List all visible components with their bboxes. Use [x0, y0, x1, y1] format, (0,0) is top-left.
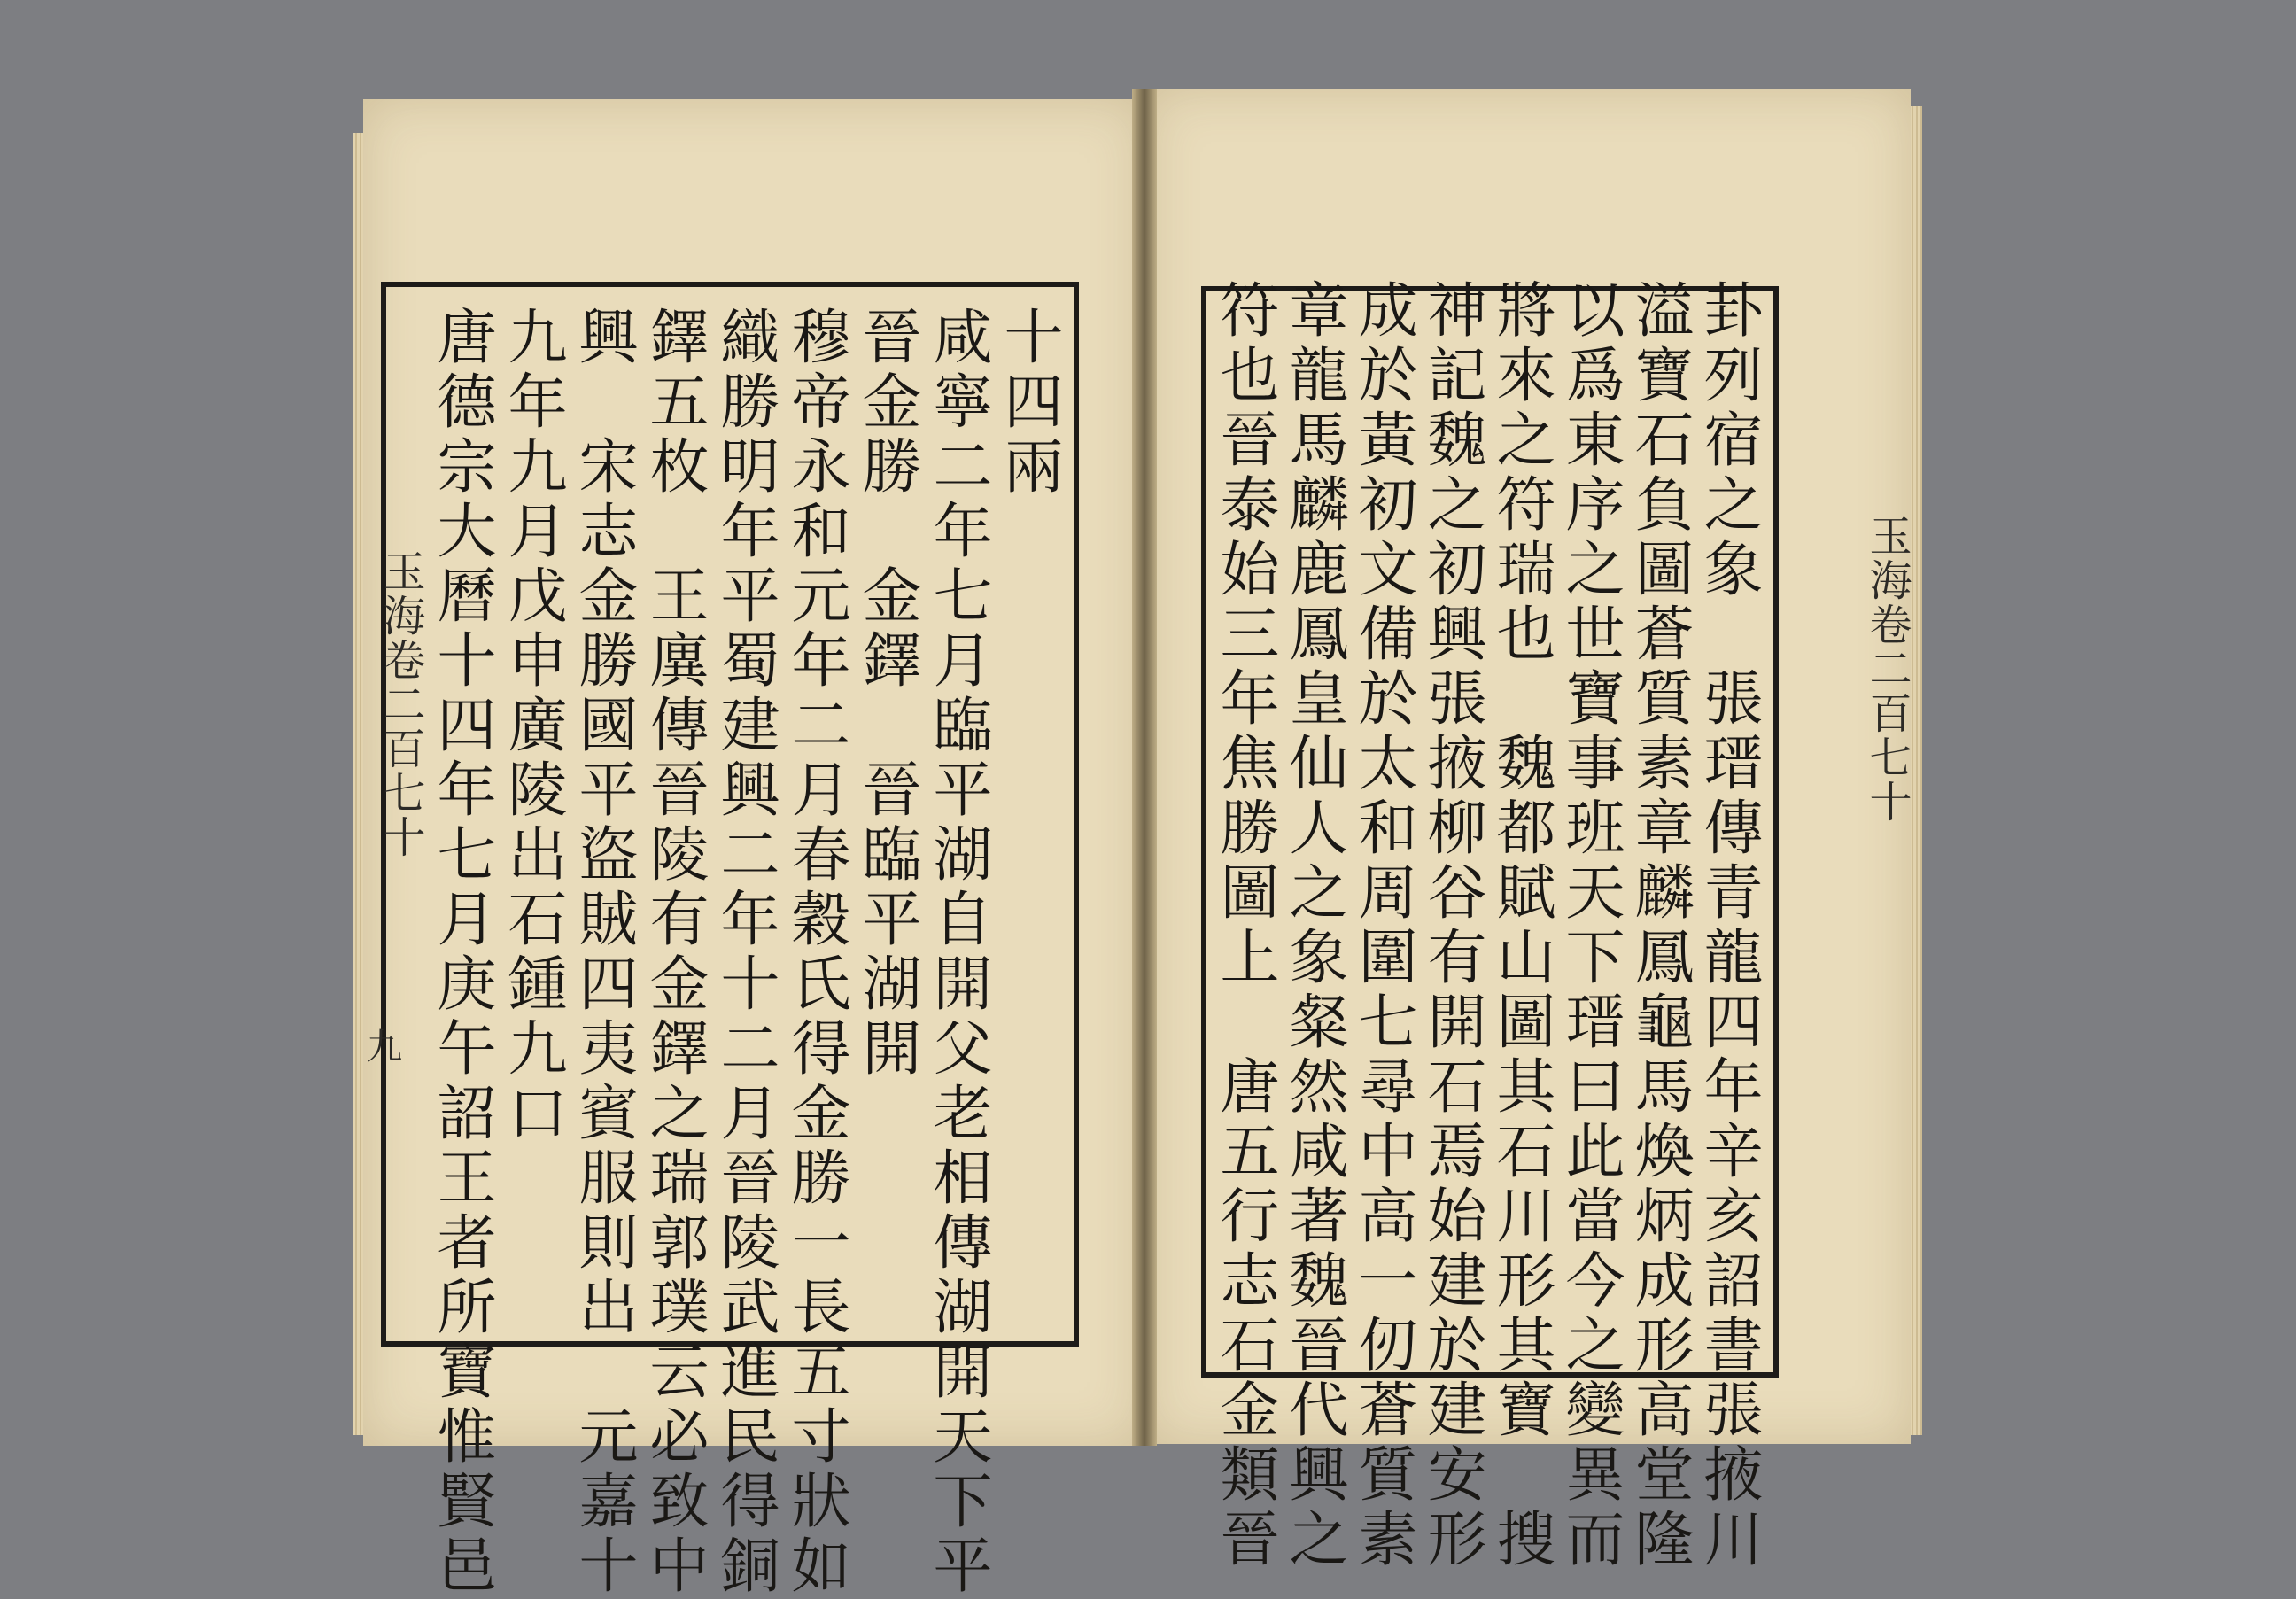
left-text-column: 織勝明年平蜀建興二年十二月晉陵武進民得銅 [711, 306, 780, 1599]
right-text-column: 將來之符瑞也 魏都賦山圖其石川形其寶 搜 [1487, 279, 1556, 1572]
left-page-number: 九 [367, 1027, 402, 1067]
right-text-column: 以爲東序之世寶事班天下瑨曰此當今之變異而 [1556, 279, 1625, 1572]
right-page-side-label: 玉海卷二百七十 [1862, 514, 1912, 824]
left-page-side-label: 玉海卷二百七十 [376, 549, 425, 859]
right-text-column: 章龍馬麟鹿鳳皇仙人之象粲然咸著魏晉代興之 [1280, 279, 1349, 1572]
right-text-column: 溢寶石負圖蒼質素章麟鳳龜馬煥炳成形高堂隆 [1625, 279, 1695, 1572]
left-text-column: 九年九月戊申廣陵出石鍾九口 [499, 306, 568, 1146]
left-text-column: 鐸五枚 王廙傳晉陵有金鐸之瑞郭璞云必致中 [640, 306, 710, 1599]
left-text-column: 十四兩 [995, 306, 1064, 500]
right-text-column: 符也晉泰始三年焦勝圖上 唐五行志石金類晉 [1211, 279, 1280, 1572]
left-text-column: 晉金勝 金鐸 晉臨平湖開 [853, 306, 922, 1082]
left-text-column: 唐德宗大曆十四年七月庚午詔王者所寶惟賢邑 [428, 306, 497, 1599]
left-text-column: 興 宋志金勝國平盜賊四夷賓服則出 元嘉十 [570, 306, 639, 1599]
right-text-column: 神記魏之初興張掖柳谷有開石焉始建於建安形 [1418, 279, 1487, 1572]
right-text-column: 卦列宿之象 張瑨傳青龍四年辛亥詔書張掖川 [1695, 279, 1764, 1572]
right-text-column: 成於黃初文備於太和周圍七尋中高一仞蒼質素 [1349, 279, 1418, 1572]
left-text-column: 咸寧二年七月臨平湖自開父老相傳湖開天下平 [924, 306, 993, 1599]
book-gutter [1132, 89, 1157, 1446]
left-text-column: 穆帝永和元年二月春穀氏得金勝一長五寸狀如 [782, 306, 851, 1599]
